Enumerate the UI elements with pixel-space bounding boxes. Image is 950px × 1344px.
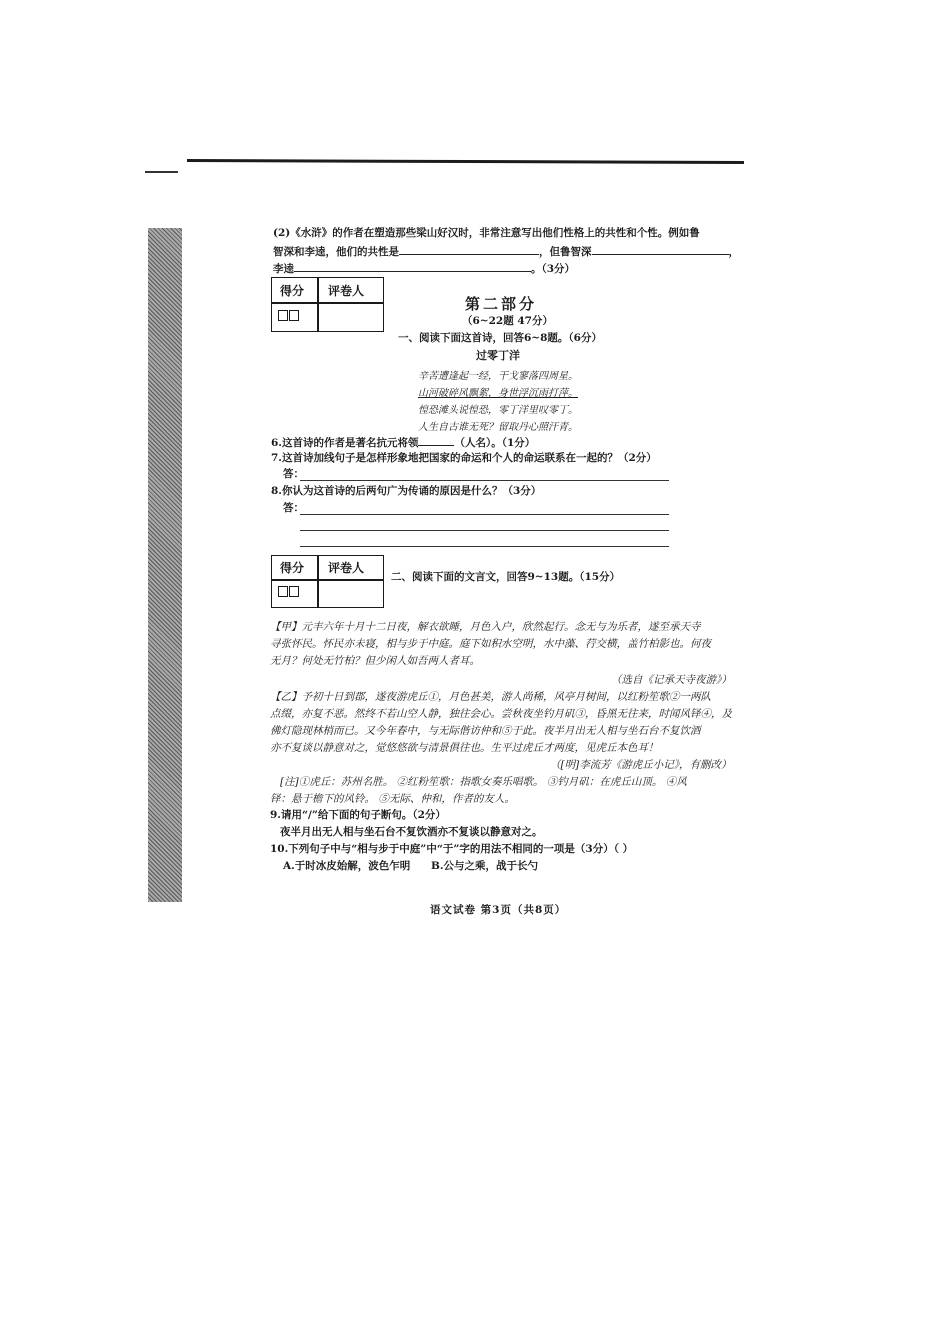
- poem-title: 过零丁洋: [476, 349, 520, 362]
- q2-line2-mid: ，但鲁智深: [539, 246, 592, 258]
- passage-jia-source: （选自《记承天寺夜游》）: [611, 674, 732, 686]
- q7-answer-label: 答：: [283, 468, 304, 480]
- passage-jia-line: 【甲】元丰六年十月十二日夜，解衣欲睡，月色入户，欣然起行。念无与为乐者，遂至承天寺: [270, 621, 701, 633]
- poem-line: 辛苦遭逢起一经，干戈寥落四周星。: [418, 371, 578, 382]
- q8-answer-line[interactable]: [300, 546, 669, 547]
- part2-title: 第二部分: [465, 295, 538, 313]
- q8-answer-line[interactable]: [300, 514, 669, 515]
- q7: 7.这首诗加线句子是怎样形象地把国家的命运和个人的命运联系在一起的？（2分）: [271, 452, 657, 464]
- q2-blank-lu[interactable]: [592, 243, 729, 255]
- q9-sentence: 夜半月出无人相与坐石台不复饮酒亦不复谈以静意对之。: [280, 826, 543, 838]
- q2-line3: [273, 260, 575, 276]
- passage-jia-line: 无月？何处无竹柏？但少闲人如吾两人者耳。: [270, 655, 480, 667]
- grader-label: 评卷人: [328, 284, 365, 298]
- score-box-divider: [317, 278, 319, 331]
- q7-answer-line[interactable]: [300, 480, 669, 481]
- q6-text: 6.这首诗的作者是著名抗元将领: [271, 437, 419, 449]
- grader-label: 评卷人: [328, 561, 365, 575]
- score-label: 得分: [280, 561, 305, 575]
- q2-blank-common[interactable]: [399, 243, 539, 255]
- score-box-2: [271, 555, 384, 608]
- q2-line1: (2)《水浒》的作者在塑造那些梁山好汉时，非常注意写出他们性格上的共性和个性。例如鲁: [273, 227, 700, 239]
- passage-jia-line: 寻张怀民。怀民亦未寝，相与步于中庭。庭下如积水空明，水中藻、荇交横，盖竹柏影也。何夜: [270, 638, 711, 650]
- poem-line: 人生自古谁无死？留取丹心照汗青。: [418, 422, 578, 433]
- passage-yi-line: 点缀，亦复不恶。然终不若山空人静，独往会心。尝秋夜坐钓月矶③，昏黑无往来，时闻风铎④，及: [270, 708, 732, 720]
- q8-answer-label: 答：: [283, 502, 304, 514]
- q9: 9.请用“/”给下面的句子断句。（2分）: [270, 809, 446, 821]
- page-footer: 语文试卷 第3页（共8页）: [430, 904, 567, 916]
- q2-line3-end: 。（3分）: [531, 263, 576, 275]
- score-box-1: [271, 277, 384, 332]
- score-box-divider: [272, 579, 383, 581]
- part2-subtitle: （6~22题 47分）: [462, 315, 553, 327]
- score-box-divider: [317, 556, 319, 607]
- left-dash: [145, 171, 178, 173]
- section1-heading: 一、阅读下面这首诗，回答6~8题。（6分）: [398, 332, 602, 344]
- passage-yi-line: 【乙】予初十日到郡，遂夜游虎丘①，月色甚美，游人尚稀，风亭月树间，以红粉笙歌②一两队: [270, 691, 711, 703]
- section2-heading: 二、阅读下面的文言文，回答9~13题。（15分）: [391, 571, 621, 583]
- q6-tail: （人名）。（1分）: [454, 437, 536, 449]
- q2-line2: [273, 243, 739, 259]
- q2-line3-text: 李逵: [273, 263, 294, 275]
- notes-line: [注]①虎丘：苏州名胜。 ②红粉笙歌：指歌女奏乐唱歌。 ③钓月矶：在虎丘山顶。 ④风: [280, 776, 687, 788]
- passage-yi-line: 亦不复谈以静意对之，觉悠悠欲与清景俱往也。生平过虎丘才两度，见虎丘本色耳！: [270, 742, 659, 754]
- q6-blank[interactable]: [418, 434, 454, 446]
- notes-line: 铎：悬于檐下的风铃。 ⑤无际、仲和，作者的友人。: [270, 793, 515, 805]
- passage-yi-source: （[明]李流芳《游虎丘小记》，有删改）: [550, 759, 732, 771]
- binding-strip: [148, 228, 182, 902]
- passage-yi-line: 佛灯隐现林梢而已。又今年春中，与无际偕访仲和⑤于此。夜半月出无人相与坐石台不复饮酒: [270, 725, 701, 737]
- q2-line2-end: ，: [728, 246, 739, 258]
- poem-line: 惶恐滩头说惶恐，零丁洋里叹零丁。: [418, 405, 578, 416]
- top-rule: [187, 159, 744, 164]
- score-squares[interactable]: [278, 310, 300, 324]
- q8-answer-line[interactable]: [300, 530, 669, 531]
- q10-option-a[interactable]: A.于时冰皮始解，波色乍明: [283, 860, 411, 872]
- q8: 8.你认为这首诗的后两句广为传诵的原因是什么？（3分）: [271, 485, 542, 497]
- q10: 10.下列句子中与“相与步于中庭”中“于”字的用法不相同的一项是（3分）（ ）: [270, 843, 634, 855]
- score-squares[interactable]: [278, 586, 300, 600]
- q2-line2-text: 智深和李逵，他们的共性是: [273, 246, 399, 258]
- score-box-divider: [272, 302, 383, 304]
- q10-option-b[interactable]: B.公与之乘，战于长勺: [431, 860, 539, 872]
- poem-line-underlined: 山河破碎风飘絮，身世浮沉雨打萍。: [418, 388, 578, 399]
- score-label: 得分: [280, 284, 305, 298]
- q6: [271, 434, 535, 450]
- q2-blank-li[interactable]: [294, 260, 531, 272]
